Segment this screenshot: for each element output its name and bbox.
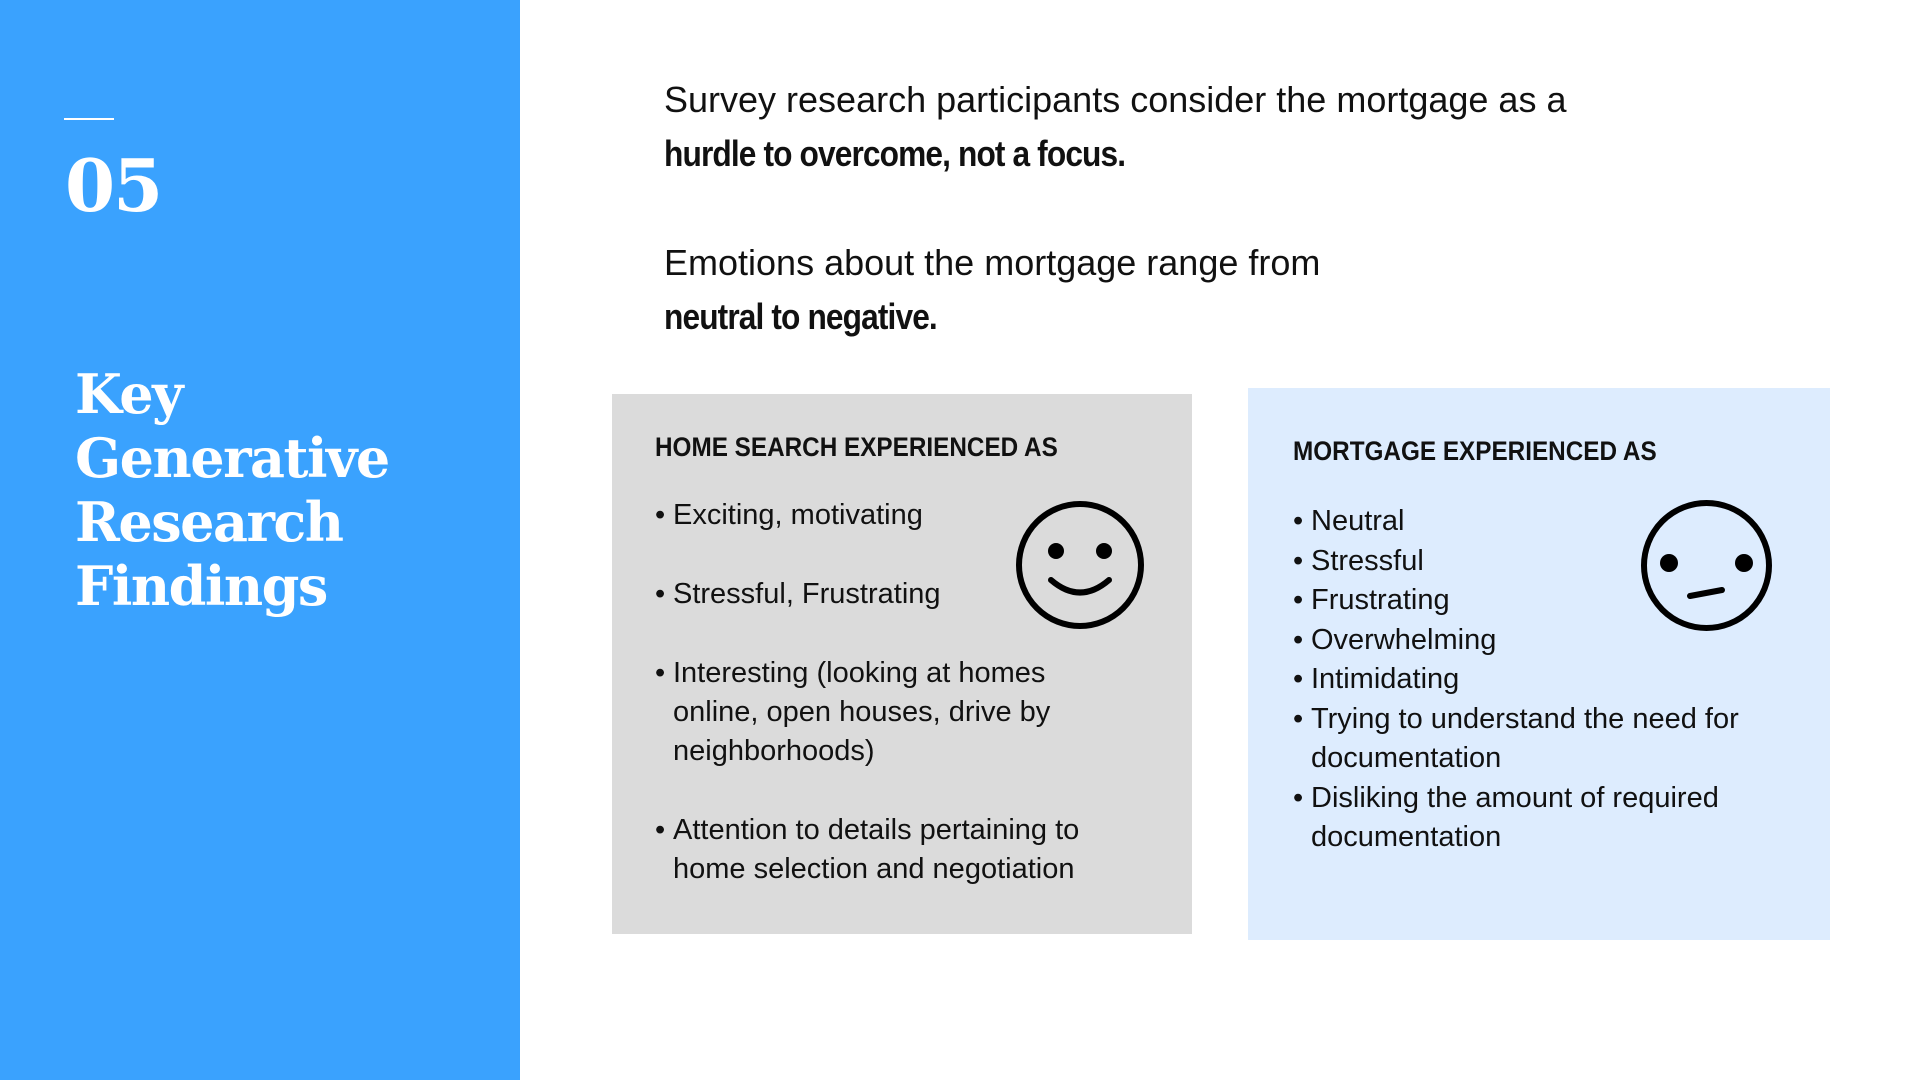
mortgage-card <box>1248 388 1830 940</box>
section-number: 05 <box>65 143 162 228</box>
section-title-line: Findings <box>75 554 327 618</box>
home-search-card <box>612 394 1192 934</box>
section-title <box>75 362 515 618</box>
neutral-face-icon <box>1640 499 1773 632</box>
lead-statement-mortgage-hurdle <box>664 73 1624 181</box>
section-title-line: Key <box>75 362 182 426</box>
section-title-line: Generative <box>75 426 389 490</box>
list-item: • Frustrating <box>1293 581 1793 621</box>
list-item: • Overwhelming <box>1293 621 1793 661</box>
list-item: • Attention to details pertaining to home selection and negotiation <box>655 811 1143 889</box>
lead-emphasis: hurdle to overcome, not a focus. <box>664 133 1126 174</box>
section-title-line: Research <box>75 490 343 554</box>
accent-rule <box>64 118 114 120</box>
list-item: • Interesting (looking at homes online, open houses, drive by neighborhoods) <box>655 654 1073 771</box>
lead-text: Emotions about the mortgage range from <box>664 242 1321 283</box>
list-item: • Trying to understand the need for documentation <box>1293 700 1793 779</box>
list-item: • Exciting, motivating <box>655 496 1135 535</box>
list-item: • Disliking the amount of required documentation <box>1293 779 1793 858</box>
lead-statement-emotions <box>664 236 1624 344</box>
list-item: • Stressful, Frustrating <box>655 575 1135 614</box>
card-title: HOME SEARCH EXPERIENCED AS <box>655 432 1058 462</box>
lead-emphasis: neutral to negative. <box>664 296 937 337</box>
sidebar-panel <box>0 0 520 1080</box>
card-title: MORTGAGE EXPERIENCED AS <box>1293 436 1657 466</box>
list-item: • Intimidating <box>1293 660 1793 700</box>
lead-text: Survey research participants consider the mortgage as a <box>664 79 1567 120</box>
list-item: • Stressful <box>1293 542 1793 582</box>
list-item: • Neutral <box>1293 502 1793 542</box>
smiling-face-icon <box>1015 500 1145 630</box>
